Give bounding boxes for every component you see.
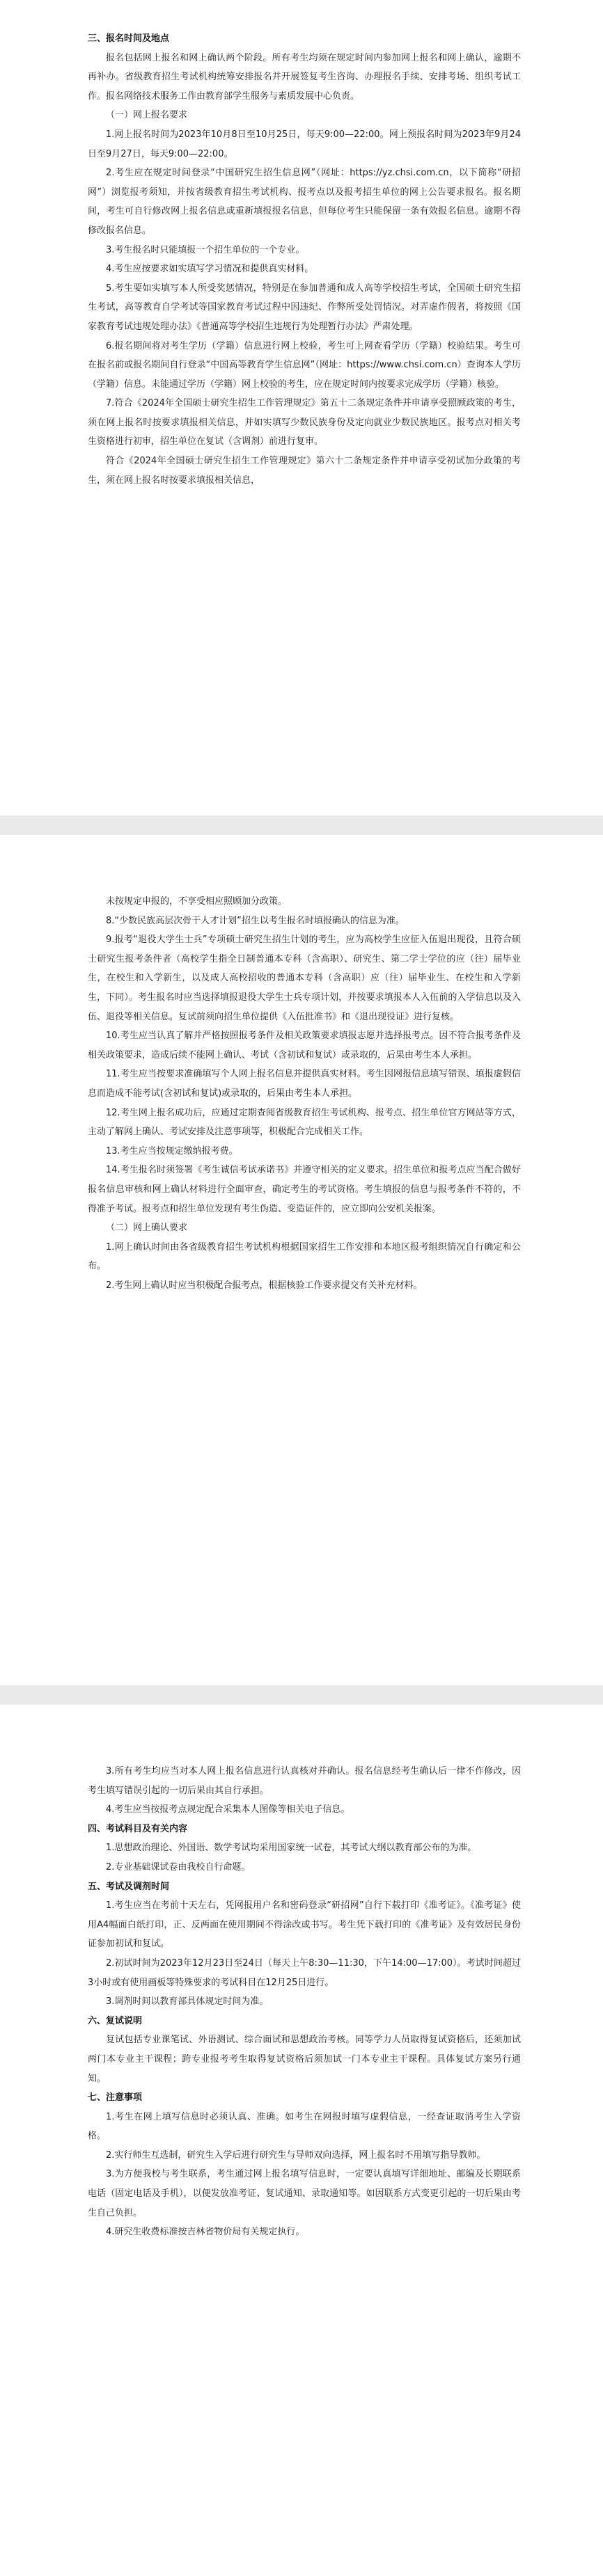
paragraph: 8.“少数民族高层次骨干人才计划”招生以考生报名时填报确认的信息为准。 bbox=[106, 915, 405, 926]
section-heading: 五、考试及调剂时间 bbox=[88, 1881, 170, 1892]
paragraph: 2.考生网上确认时应当积极配合报考点，根据核验工作要求提交有关补充材料。 bbox=[106, 1280, 423, 1291]
paragraph: 3.为方便我校与考生联系，考生通过网上报名填写信息时，一定要认真填写详细地址、邮编及长期联系电话（固定电话及手机），以便发放准考证、复试通知、录取通知等。如因联系方式变更引起的一切后果由考生自己负担。 bbox=[88, 2169, 521, 2218]
paragraph: 3.考生报名时只能填报一个招生单位的一个专业。 bbox=[106, 244, 305, 255]
document-page-1 bbox=[0, 0, 603, 816]
paragraph: 14.考生报名时须签署《考生诚信考试承诺书》并遵守相关的定义要求。招生单位和报考点应当配合做好报名信息审核和网上确认材料进行全面审查，确定考生的考试资格。考生填报的信息与报考条件不符的，不得准予考试。报考点和招生单位发现有考生伪造、变造证件的，应立即向公安机关报案。 bbox=[88, 1165, 521, 1214]
paragraph: 6.报名期间将对考生学历（学籍）信息进行网上校验，考生可上网查看学历（学籍）校验结果。考生可在报名前或报名期间自行登录“中国高等教育学生信息网”（网址：https://www.chsi.com.cn）查询本人学历（学籍）信息。未能通过学历（学籍）网上校验的考生，应在规定时间内按要求完成学历（学籍）核验。 bbox=[88, 340, 521, 390]
paragraph: 11.考生应当按要求准确填写个人网上报名信息并提供真实材料。考生因网报信息填写错误、填报虚假信息而造成不能考试(含初试和复试)或录取的，后果由考生本人承担。 bbox=[88, 1069, 521, 1099]
section-heading: 四、考试科目及有关内容 bbox=[88, 1823, 188, 1834]
paragraph: 未按规定申报的，不享受相应照顾加分政策。 bbox=[106, 896, 288, 907]
paragraph: 4.考生应按要求如实填写学习情况和提供真实材料。 bbox=[106, 264, 314, 275]
paragraph: 1.网上确认时间由各省级教育招生考试机构根据国家招生工作安排和本地区报考组织情况自行确定和公布。 bbox=[88, 1241, 521, 1272]
paragraph: 2.专业基础课试卷由我校自行命题。 bbox=[106, 1861, 251, 1873]
document-page-3 bbox=[0, 1705, 603, 2576]
section-heading: 六、复试说明 bbox=[88, 2015, 143, 2026]
paragraph: 13.考生应当按规定缴纳报考费。 bbox=[106, 1145, 238, 1156]
paragraph: 4.考生应当按报考点规定配合采集本人图像等相关电子信息。 bbox=[106, 1804, 350, 1815]
section-heading: 七、注意事项 bbox=[88, 2092, 143, 2104]
paragraph: 4.研究生收费标准按吉林省物价局有关规定执行。 bbox=[106, 2227, 305, 2238]
paragraph: 1.思想政治理论、外国语、数学考试均采用国家统一试卷，其考试大纲以教育部公布的为准。 bbox=[106, 1843, 477, 1854]
paragraph: 10.考生应当认真了解并严格按照报考条件及相关政策要求填报志愿并选择报考点。因不符合报考条件及相关政策要求，造成后续不能网上确认、考试（含初试和复试）或录取的，后果由考生本人承担。 bbox=[88, 1031, 521, 1060]
subsection-heading: （一）网上报名要求 bbox=[106, 110, 188, 121]
document-page-2 bbox=[0, 835, 603, 1685]
paragraph: 报名包括网上报名和网上确认两个阶段。所有考生均须在规定时间内参加网上报名和网上确认，逾期不再补办。省级教育招生考试机构统筹安排报名并开展签复考生咨询、办理报名手续、安排考场、组织考试工作。报名网络技术服务工作由教育部学生服务与素质发展中心负责。 bbox=[88, 52, 521, 102]
paragraph: 复试包括专业课笔试、外语测试、综合面试和思想政治考核。同等学力人员取得复试资格后，还须加试两门本专业主干课程；跨专业报考考生取得复试资格后须加试一门本专业主干课程。具体复试方案另行通知。 bbox=[88, 2035, 521, 2084]
paragraph: 3.所有考生均应当对本人网上报名信息进行认真核对并确认。报名信息经考生确认后一律不作修改，因考生填写错误引起的一切后果由其自行承担。 bbox=[88, 1766, 521, 1796]
section-heading: 三、报名时间及地点 bbox=[88, 33, 170, 44]
paragraph: 5.考生要如实填写本人所受奖惩情况，特别是在参加普通和成人高等学校招生考试，全国硕士研究生招生考试，高等教育自学考试等国家教育考试过程中因违纪、作弊所受处罚情况。对弄虚作假者，将按照《国家教育考试违规处理办法》《普通高等学校招生违规行为处理暂行办法》严肃处理。 bbox=[88, 283, 521, 332]
subsection-heading: （二）网上确认要求 bbox=[106, 1223, 188, 1234]
paragraph: 符合《2024年全国硕士研究生招生工作管理规定》第六十二条规定条件并申请享受初试加分政策的考生，须在网上报名时按要求填报相关信息， bbox=[88, 456, 521, 486]
paragraph: 1.网上报名时间为2023年10月8日至10月25日，每天9:00—22:00。网上预报名时间为2023年9月24日至9月27日，每天9:00—22:00。 bbox=[88, 129, 521, 159]
paragraph: 3.调剂时间以教育部具体规定时间为准。 bbox=[106, 1996, 269, 2007]
paragraph: 2.实行师生互选制，研究生入学后进行研究生与导师双向选择，网上报名时不用填写指导教师。 bbox=[106, 2149, 486, 2161]
paragraph: 7.符合《2024年全国硕士研究生招生工作管理规定》第五十二条规定条件并申请享受照顾政策的考生，须在网上报名时按要求填报相关信息，并如实填写少数民族身份及定向就业少数民族地区。报考点对相关考生资格进行初审，招生单位在复试（含调剂）前进行复审。 bbox=[88, 398, 521, 447]
paragraph: 2.考生应在规定时间登录“中国研究生招生信息网”（网址：https://yz.chsi.com.cn，以下简称“研招网”）浏览报考须知，并按省级教育招生考试机构、报考点以及报考招生单位的网上公告要求报名。报名期间，考生可自行修改网上报名信息或重新填报报名信息，但每位考生只能保留一条有效报名信息。逾期不得修改报名信息。 bbox=[88, 168, 521, 236]
paragraph: 9.报考“退役大学生士兵”专项硕士研究生招生计划的考生，应为高校学生应征入伍退出现役，且符合硕士研究生报考条件者（高校学生指全日制普通本专科（含高职）、研究生、第二学士学位的应（往）届毕业生，在校生和入学新生，以及成人高校招收的普通本专科（含高职）应（往）届毕业生、在校生和入学新生，下同）。考生报名时应当选择填报退役大学生士兵专项计划，并按要求填报本人入伍前的入学信息以及入伍、退役等相关信息。复试前须向招生单位提供《入伍批准书》和《退出现役证》进行复核。 bbox=[88, 935, 521, 1022]
paragraph: 1.考生应当在考前十天左右，凭网报用户名和密码登录“研招网”自行下载打印《准考证》。《准考证》使用A4幅面白纸打印，正、反两面在使用期间不得涂改或书写。考生凭下载打印的《准考证》及有效居民身份证参加初试和复试。 bbox=[88, 1900, 521, 1950]
paragraph: 2.初试时间为2023年12月23日至24日（每天上午8:30—11:30，下午14:00—17:00）。考试时间超过3小时或有使用画板等特殊要求的考试科目在12月25日进行。 bbox=[88, 1957, 521, 1988]
paragraph: 1.考生在网上填写信息时必须认真、准确。如考生在网报时填写虚假信息，一经查证取消考生入学资格。 bbox=[88, 2111, 521, 2142]
paragraph: 12.考生网上报名成功后，应通过定期查阅省级教育招生考试机构、报考点、招生单位官方网站等方式，主动了解网上确认、考试安排及注意事项等，积极配合完成相关工作。 bbox=[88, 1107, 521, 1138]
